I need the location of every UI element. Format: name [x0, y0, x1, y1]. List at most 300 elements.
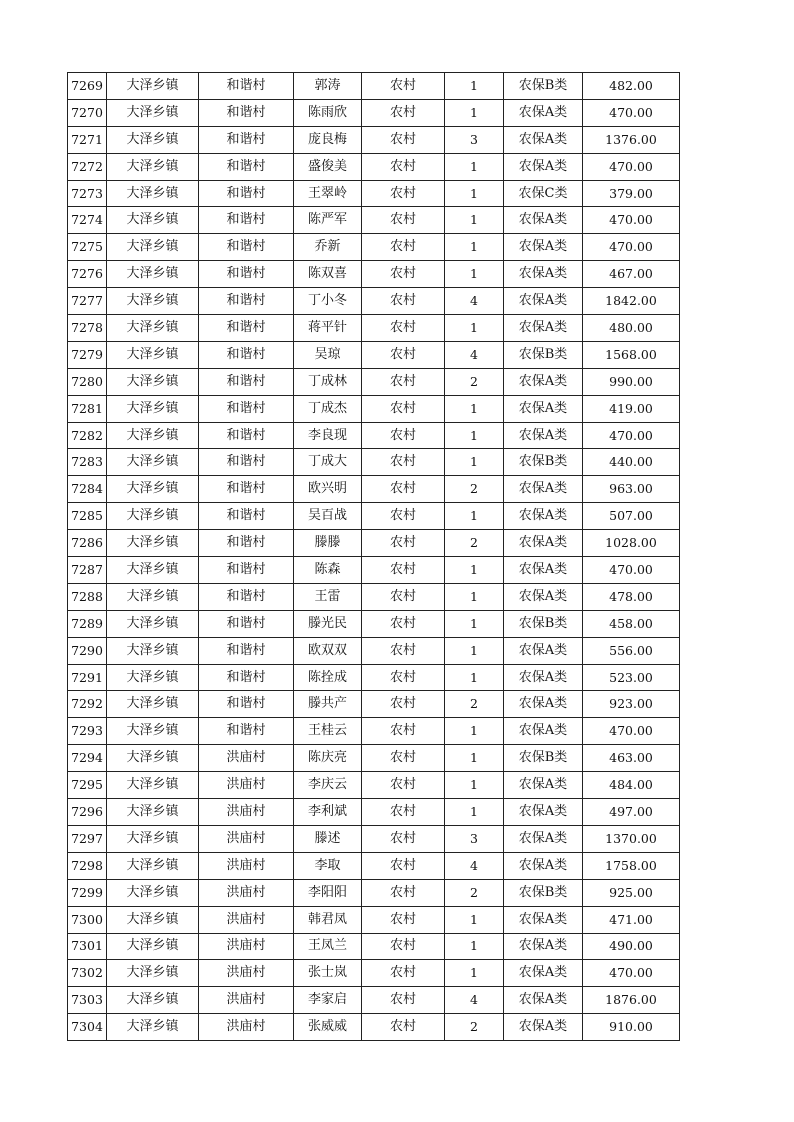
category-cell: 农保A类	[504, 422, 583, 449]
amount-cell: 478.00	[583, 583, 680, 610]
village-cell: 和谐村	[199, 315, 294, 342]
area-type-cell: 农村	[362, 126, 445, 153]
amount-cell: 467.00	[583, 261, 680, 288]
village-cell: 和谐村	[199, 503, 294, 530]
category-cell: 农保A类	[504, 476, 583, 503]
table-row	[68, 960, 680, 987]
household-size-cell: 1	[445, 557, 504, 584]
township-cell: 大泽乡镇	[107, 1014, 199, 1041]
household-size-cell: 1	[445, 234, 504, 261]
township-cell: 大泽乡镇	[107, 987, 199, 1014]
name-cell: 李取	[294, 852, 362, 879]
village-cell: 洪庙村	[199, 879, 294, 906]
household-size-cell: 2	[445, 476, 504, 503]
township-cell: 大泽乡镇	[107, 422, 199, 449]
amount-cell: 471.00	[583, 906, 680, 933]
category-cell: 农保A类	[504, 153, 583, 180]
area-type-cell: 农村	[362, 933, 445, 960]
amount-cell: 523.00	[583, 664, 680, 691]
row-number-cell: 7272	[68, 153, 107, 180]
row-number-cell: 7298	[68, 852, 107, 879]
table-row	[68, 422, 680, 449]
village-cell: 和谐村	[199, 530, 294, 557]
name-cell: 郭涛	[294, 73, 362, 100]
category-cell: 农保B类	[504, 610, 583, 637]
village-cell: 和谐村	[199, 449, 294, 476]
name-cell: 李庆云	[294, 772, 362, 799]
table-row	[68, 288, 680, 315]
area-type-cell: 农村	[362, 207, 445, 234]
row-number-cell: 7304	[68, 1014, 107, 1041]
category-cell: 农保A类	[504, 261, 583, 288]
table-row	[68, 906, 680, 933]
township-cell: 大泽乡镇	[107, 906, 199, 933]
household-size-cell: 3	[445, 825, 504, 852]
household-size-cell: 1	[445, 718, 504, 745]
name-cell: 王桂云	[294, 718, 362, 745]
amount-cell: 463.00	[583, 745, 680, 772]
category-cell: 农保B类	[504, 73, 583, 100]
row-number-cell: 7299	[68, 879, 107, 906]
amount-cell: 1028.00	[583, 530, 680, 557]
household-size-cell: 1	[445, 503, 504, 530]
table-row	[68, 799, 680, 826]
area-type-cell: 农村	[362, 503, 445, 530]
township-cell: 大泽乡镇	[107, 261, 199, 288]
row-number-cell: 7289	[68, 610, 107, 637]
household-size-cell: 4	[445, 341, 504, 368]
household-size-cell: 1	[445, 315, 504, 342]
category-cell: 农保A类	[504, 933, 583, 960]
area-type-cell: 农村	[362, 530, 445, 557]
township-cell: 大泽乡镇	[107, 503, 199, 530]
village-cell: 和谐村	[199, 99, 294, 126]
village-cell: 和谐村	[199, 180, 294, 207]
row-number-cell: 7303	[68, 987, 107, 1014]
household-size-cell: 1	[445, 745, 504, 772]
table-row	[68, 610, 680, 637]
table-row	[68, 73, 680, 100]
area-type-cell: 农村	[362, 745, 445, 772]
village-cell: 洪庙村	[199, 825, 294, 852]
household-size-cell: 1	[445, 637, 504, 664]
name-cell: 欧双双	[294, 637, 362, 664]
table-row	[68, 261, 680, 288]
township-cell: 大泽乡镇	[107, 73, 199, 100]
village-cell: 和谐村	[199, 126, 294, 153]
township-cell: 大泽乡镇	[107, 852, 199, 879]
name-cell: 陈森	[294, 557, 362, 584]
household-size-cell: 1	[445, 99, 504, 126]
township-cell: 大泽乡镇	[107, 610, 199, 637]
village-cell: 和谐村	[199, 234, 294, 261]
table-row	[68, 395, 680, 422]
village-cell: 和谐村	[199, 207, 294, 234]
village-cell: 和谐村	[199, 261, 294, 288]
area-type-cell: 农村	[362, 341, 445, 368]
area-type-cell: 农村	[362, 664, 445, 691]
name-cell: 丁成林	[294, 368, 362, 395]
name-cell: 李阳阳	[294, 879, 362, 906]
category-cell: 农保A类	[504, 825, 583, 852]
amount-cell: 470.00	[583, 99, 680, 126]
category-cell: 农保A类	[504, 99, 583, 126]
table-row	[68, 772, 680, 799]
name-cell: 陈严军	[294, 207, 362, 234]
table-row	[68, 933, 680, 960]
name-cell: 吴琼	[294, 341, 362, 368]
household-size-cell: 4	[445, 852, 504, 879]
row-number-cell: 7291	[68, 664, 107, 691]
row-number-cell: 7300	[68, 906, 107, 933]
area-type-cell: 农村	[362, 718, 445, 745]
name-cell: 韩君凤	[294, 906, 362, 933]
household-size-cell: 1	[445, 933, 504, 960]
table-row	[68, 1014, 680, 1041]
row-number-cell: 7274	[68, 207, 107, 234]
area-type-cell: 农村	[362, 99, 445, 126]
village-cell: 和谐村	[199, 368, 294, 395]
area-type-cell: 农村	[362, 960, 445, 987]
row-number-cell: 7280	[68, 368, 107, 395]
village-cell: 洪庙村	[199, 906, 294, 933]
category-cell: 农保B类	[504, 449, 583, 476]
amount-cell: 470.00	[583, 422, 680, 449]
row-number-cell: 7273	[68, 180, 107, 207]
row-number-cell: 7297	[68, 825, 107, 852]
row-number-cell: 7287	[68, 557, 107, 584]
category-cell: 农保A类	[504, 718, 583, 745]
township-cell: 大泽乡镇	[107, 207, 199, 234]
name-cell: 蒋平针	[294, 315, 362, 342]
amount-cell: 419.00	[583, 395, 680, 422]
name-cell: 陈双喜	[294, 261, 362, 288]
township-cell: 大泽乡镇	[107, 933, 199, 960]
category-cell: 农保B类	[504, 879, 583, 906]
table-row	[68, 664, 680, 691]
township-cell: 大泽乡镇	[107, 180, 199, 207]
table-row	[68, 476, 680, 503]
village-cell: 和谐村	[199, 288, 294, 315]
township-cell: 大泽乡镇	[107, 153, 199, 180]
name-cell: 丁小冬	[294, 288, 362, 315]
township-cell: 大泽乡镇	[107, 557, 199, 584]
row-number-cell: 7292	[68, 691, 107, 718]
household-size-cell: 2	[445, 1014, 504, 1041]
category-cell: 农保A类	[504, 503, 583, 530]
row-number-cell: 7284	[68, 476, 107, 503]
table-row	[68, 718, 680, 745]
amount-cell: 1758.00	[583, 852, 680, 879]
township-cell: 大泽乡镇	[107, 234, 199, 261]
table-row	[68, 745, 680, 772]
category-cell: 农保A类	[504, 368, 583, 395]
category-cell: 农保A类	[504, 799, 583, 826]
category-cell: 农保A类	[504, 772, 583, 799]
household-size-cell: 1	[445, 906, 504, 933]
area-type-cell: 农村	[362, 1014, 445, 1041]
household-size-cell: 1	[445, 422, 504, 449]
village-cell: 和谐村	[199, 691, 294, 718]
township-cell: 大泽乡镇	[107, 691, 199, 718]
name-cell: 陈拴成	[294, 664, 362, 691]
row-number-cell: 7283	[68, 449, 107, 476]
amount-cell: 470.00	[583, 207, 680, 234]
category-cell: 农保A类	[504, 288, 583, 315]
name-cell: 乔新	[294, 234, 362, 261]
table-row	[68, 530, 680, 557]
name-cell: 丁成大	[294, 449, 362, 476]
area-type-cell: 农村	[362, 180, 445, 207]
household-size-cell: 1	[445, 395, 504, 422]
township-cell: 大泽乡镇	[107, 718, 199, 745]
area-type-cell: 农村	[362, 315, 445, 342]
township-cell: 大泽乡镇	[107, 583, 199, 610]
village-cell: 和谐村	[199, 341, 294, 368]
township-cell: 大泽乡镇	[107, 960, 199, 987]
village-cell: 和谐村	[199, 395, 294, 422]
row-number-cell: 7276	[68, 261, 107, 288]
township-cell: 大泽乡镇	[107, 799, 199, 826]
amount-cell: 507.00	[583, 503, 680, 530]
household-size-cell: 1	[445, 960, 504, 987]
amount-cell: 923.00	[583, 691, 680, 718]
name-cell: 吴百战	[294, 503, 362, 530]
category-cell: 农保B类	[504, 341, 583, 368]
name-cell: 李利斌	[294, 799, 362, 826]
village-cell: 洪庙村	[199, 772, 294, 799]
village-cell: 和谐村	[199, 476, 294, 503]
category-cell: 农保A类	[504, 852, 583, 879]
household-size-cell: 1	[445, 207, 504, 234]
ledger-body	[68, 73, 680, 1041]
table-row	[68, 825, 680, 852]
amount-cell: 458.00	[583, 610, 680, 637]
amount-cell: 440.00	[583, 449, 680, 476]
household-size-cell: 4	[445, 288, 504, 315]
category-cell: 农保C类	[504, 180, 583, 207]
village-cell: 和谐村	[199, 637, 294, 664]
township-cell: 大泽乡镇	[107, 825, 199, 852]
row-number-cell: 7293	[68, 718, 107, 745]
category-cell: 农保A类	[504, 583, 583, 610]
table-row	[68, 368, 680, 395]
household-size-cell: 1	[445, 664, 504, 691]
village-cell: 和谐村	[199, 664, 294, 691]
area-type-cell: 农村	[362, 825, 445, 852]
name-cell: 张士岚	[294, 960, 362, 987]
amount-cell: 379.00	[583, 180, 680, 207]
household-size-cell: 1	[445, 583, 504, 610]
row-number-cell: 7286	[68, 530, 107, 557]
amount-cell: 910.00	[583, 1014, 680, 1041]
category-cell: 农保A类	[504, 234, 583, 261]
category-cell: 农保A类	[504, 906, 583, 933]
household-size-cell: 1	[445, 610, 504, 637]
row-number-cell: 7277	[68, 288, 107, 315]
township-cell: 大泽乡镇	[107, 745, 199, 772]
amount-cell: 470.00	[583, 557, 680, 584]
amount-cell: 497.00	[583, 799, 680, 826]
amount-cell: 1568.00	[583, 341, 680, 368]
area-type-cell: 农村	[362, 906, 445, 933]
row-number-cell: 7269	[68, 73, 107, 100]
amount-cell: 470.00	[583, 153, 680, 180]
name-cell: 王雷	[294, 583, 362, 610]
table-row	[68, 879, 680, 906]
table-row	[68, 341, 680, 368]
row-number-cell: 7288	[68, 583, 107, 610]
row-number-cell: 7285	[68, 503, 107, 530]
name-cell: 庞良梅	[294, 126, 362, 153]
row-number-cell: 7296	[68, 799, 107, 826]
category-cell: 农保A类	[504, 664, 583, 691]
row-number-cell: 7275	[68, 234, 107, 261]
row-number-cell: 7278	[68, 315, 107, 342]
row-number-cell: 7301	[68, 933, 107, 960]
area-type-cell: 农村	[362, 288, 445, 315]
name-cell: 滕共产	[294, 691, 362, 718]
village-cell: 洪庙村	[199, 933, 294, 960]
township-cell: 大泽乡镇	[107, 637, 199, 664]
name-cell: 滕滕	[294, 530, 362, 557]
amount-cell: 963.00	[583, 476, 680, 503]
area-type-cell: 农村	[362, 691, 445, 718]
area-type-cell: 农村	[362, 610, 445, 637]
village-cell: 和谐村	[199, 73, 294, 100]
township-cell: 大泽乡镇	[107, 530, 199, 557]
amount-cell: 990.00	[583, 368, 680, 395]
category-cell: 农保A类	[504, 1014, 583, 1041]
name-cell: 盛俊美	[294, 153, 362, 180]
amount-cell: 1842.00	[583, 288, 680, 315]
amount-cell: 482.00	[583, 73, 680, 100]
row-number-cell: 7270	[68, 99, 107, 126]
amount-cell: 1876.00	[583, 987, 680, 1014]
category-cell: 农保A类	[504, 987, 583, 1014]
area-type-cell: 农村	[362, 234, 445, 261]
village-cell: 和谐村	[199, 557, 294, 584]
township-cell: 大泽乡镇	[107, 879, 199, 906]
category-cell: 农保A类	[504, 395, 583, 422]
name-cell: 李良现	[294, 422, 362, 449]
area-type-cell: 农村	[362, 449, 445, 476]
area-type-cell: 农村	[362, 852, 445, 879]
village-cell: 洪庙村	[199, 745, 294, 772]
household-size-cell: 1	[445, 153, 504, 180]
name-cell: 陈雨欣	[294, 99, 362, 126]
row-number-cell: 7281	[68, 395, 107, 422]
name-cell: 张威威	[294, 1014, 362, 1041]
household-size-cell: 2	[445, 368, 504, 395]
name-cell: 陈庆亮	[294, 745, 362, 772]
row-number-cell: 7282	[68, 422, 107, 449]
table-row	[68, 315, 680, 342]
township-cell: 大泽乡镇	[107, 395, 199, 422]
amount-cell: 480.00	[583, 315, 680, 342]
row-number-cell: 7302	[68, 960, 107, 987]
name-cell: 王翠岭	[294, 180, 362, 207]
name-cell: 李家启	[294, 987, 362, 1014]
table-row	[68, 583, 680, 610]
village-cell: 洪庙村	[199, 852, 294, 879]
amount-cell: 925.00	[583, 879, 680, 906]
township-cell: 大泽乡镇	[107, 288, 199, 315]
table-row	[68, 503, 680, 530]
household-size-cell: 2	[445, 691, 504, 718]
household-size-cell: 1	[445, 772, 504, 799]
category-cell: 农保A类	[504, 530, 583, 557]
assistance-ledger-table	[67, 72, 680, 1041]
township-cell: 大泽乡镇	[107, 772, 199, 799]
amount-cell: 470.00	[583, 960, 680, 987]
table-row	[68, 449, 680, 476]
table-row	[68, 180, 680, 207]
area-type-cell: 农村	[362, 583, 445, 610]
household-size-cell: 1	[445, 261, 504, 288]
row-number-cell: 7290	[68, 637, 107, 664]
area-type-cell: 农村	[362, 422, 445, 449]
village-cell: 洪庙村	[199, 960, 294, 987]
amount-cell: 556.00	[583, 637, 680, 664]
row-number-cell: 7294	[68, 745, 107, 772]
area-type-cell: 农村	[362, 395, 445, 422]
area-type-cell: 农村	[362, 153, 445, 180]
category-cell: 农保A类	[504, 637, 583, 664]
name-cell: 滕述	[294, 825, 362, 852]
township-cell: 大泽乡镇	[107, 449, 199, 476]
table-row	[68, 153, 680, 180]
row-number-cell: 7279	[68, 341, 107, 368]
area-type-cell: 农村	[362, 772, 445, 799]
village-cell: 和谐村	[199, 718, 294, 745]
row-number-cell: 7271	[68, 126, 107, 153]
amount-cell: 1376.00	[583, 126, 680, 153]
household-size-cell: 4	[445, 987, 504, 1014]
township-cell: 大泽乡镇	[107, 664, 199, 691]
name-cell: 滕光民	[294, 610, 362, 637]
township-cell: 大泽乡镇	[107, 476, 199, 503]
area-type-cell: 农村	[362, 799, 445, 826]
household-size-cell: 3	[445, 126, 504, 153]
area-type-cell: 农村	[362, 476, 445, 503]
village-cell: 和谐村	[199, 422, 294, 449]
table-row	[68, 557, 680, 584]
category-cell: 农保A类	[504, 557, 583, 584]
table-row	[68, 852, 680, 879]
household-size-cell: 1	[445, 73, 504, 100]
table-row	[68, 207, 680, 234]
table-row	[68, 987, 680, 1014]
household-size-cell: 2	[445, 879, 504, 906]
township-cell: 大泽乡镇	[107, 315, 199, 342]
table-row	[68, 691, 680, 718]
name-cell: 王凤兰	[294, 933, 362, 960]
table-row	[68, 99, 680, 126]
area-type-cell: 农村	[362, 73, 445, 100]
name-cell: 欧兴明	[294, 476, 362, 503]
category-cell: 农保A类	[504, 691, 583, 718]
area-type-cell: 农村	[362, 879, 445, 906]
township-cell: 大泽乡镇	[107, 126, 199, 153]
category-cell: 农保A类	[504, 207, 583, 234]
village-cell: 洪庙村	[199, 1014, 294, 1041]
amount-cell: 490.00	[583, 933, 680, 960]
table-row	[68, 234, 680, 261]
household-size-cell: 1	[445, 180, 504, 207]
household-size-cell: 2	[445, 530, 504, 557]
township-cell: 大泽乡镇	[107, 99, 199, 126]
